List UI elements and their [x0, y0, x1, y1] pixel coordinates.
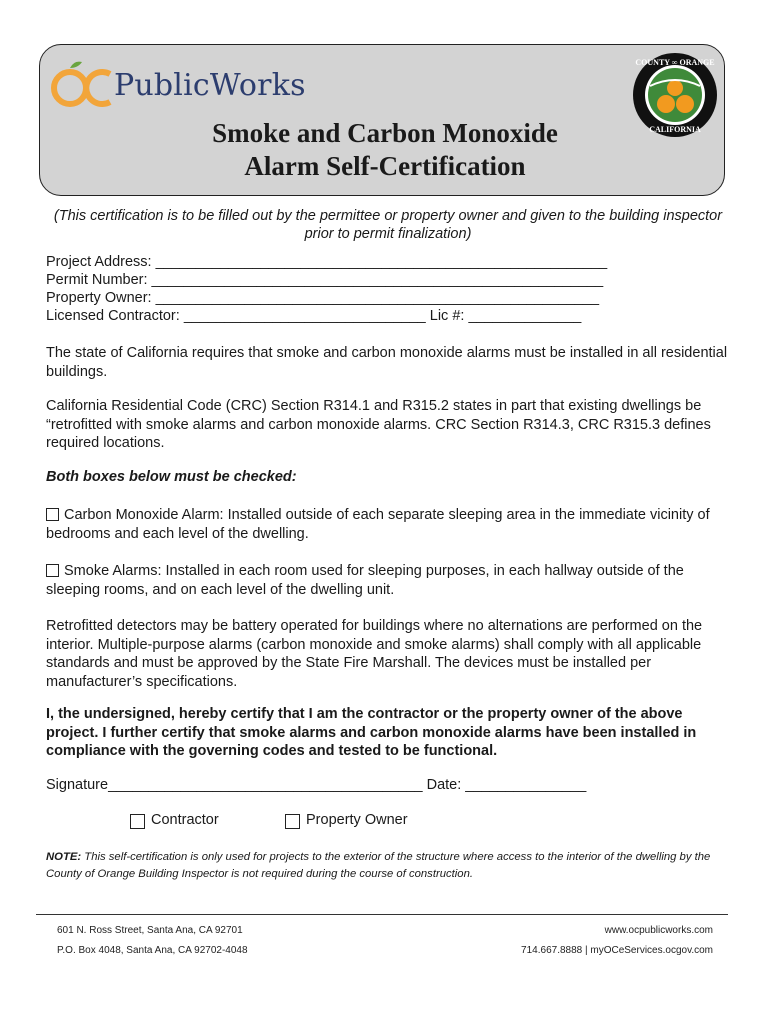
signature-date-line[interactable]: Signature_______________________________________ Date: _______________ [46, 777, 587, 793]
co-alarm-checkbox[interactable] [46, 508, 59, 521]
crc-paragraph: California Residential Code (CRC) Section R314.1 and R315.2 states in part that existing dwellings be “retrofitted with smoke alarms and carbon monoxide alarms. CRC Section R314.3, CRC R315.3 defines required locations. [46, 398, 711, 451]
smoke-alarm-text: Smoke Alarms: Installed in each room used for sleeping purposes, in each hallway outside of the sleeping rooms, and on each level of the dwelling unit. [46, 563, 684, 598]
contractor-label: Contractor [151, 812, 219, 828]
requirement-paragraph: The state of California requires that smoke and carbon monoxide alarms must be installed in all residential buildings. [46, 345, 728, 380]
footer-website-link[interactable]: www.ocpublicworks.com [604, 925, 713, 936]
page-title-line1: Smoke and Carbon Monoxide [212, 118, 558, 148]
property-owner-checkbox[interactable] [285, 814, 300, 829]
footer-divider [36, 914, 728, 915]
permit-number-field[interactable]: Permit Number: ________________________________________________________ [46, 272, 604, 288]
smoke-alarm-checkbox[interactable] [46, 564, 59, 577]
smoke-alarm-item [46, 562, 732, 599]
note-body: This self-certification is only used for projects to the exterior of the structure where access to the interior of the dwelling by the County of Orange Building Inspector is not required during the course of construction. [46, 851, 711, 880]
note-label: NOTE: [46, 851, 82, 863]
note-text [46, 849, 730, 883]
footer-address1: 601 N. Ross Street, Santa Ana, CA 92701 [57, 925, 243, 936]
licensed-contractor-field[interactable]: Licensed Contractor: ______________________________ Lic #: ______________ [46, 308, 582, 324]
project-address-field[interactable]: Project Address: ________________________________________________________ [46, 254, 608, 270]
property-owner-field[interactable]: Property Owner: _______________________________________________________ [46, 290, 600, 306]
logo-text: PublicWorks [114, 68, 306, 103]
property-owner-label: Property Owner [306, 812, 408, 828]
svg-text:CALIFORNIA: CALIFORNIA [649, 125, 701, 134]
certification-statement: I, the undersigned, hereby certify that I am the contractor or the property owner of the above project. I further certify that smoke alarms and carbon monoxide alarms have been installed in compliance with the governing codes and tested to be functional. [46, 706, 697, 759]
footer-phone: 714.667.8888 | myOCeServices.ocgov.com [521, 945, 713, 956]
footer-address2: P.O. Box 4048, Santa Ana, CA 92702-4048 [57, 945, 248, 956]
svg-text:COUNTY ∞ ORANGE: COUNTY ∞ ORANGE [635, 58, 715, 67]
page-title-line2: Alarm Self-Certification [244, 151, 526, 181]
co-alarm-text: Carbon Monoxide Alarm: Installed outside of each separate sleeping area in the immediate vicinity of bedrooms and each level of the dwelling. [46, 507, 710, 542]
contractor-checkbox[interactable] [130, 814, 145, 829]
intro-text: (This certification is to be filled out by the permittee or property owner and given to the building inspector prior to permit finalization) [53, 208, 723, 242]
retrofit-paragraph: Retrofitted detectors may be battery operated for buildings where no alternations are performed on the interior. Multiple-purpose alarms (carbon monoxide and smoke alarms) shall comply with all applicable standards and must be approved by the State Fire Marshall. The devices must be installed per manufacturer’s specifications. [46, 618, 703, 690]
boxes-heading: Both boxes below must be checked: [46, 469, 297, 485]
co-alarm-item [46, 506, 732, 543]
